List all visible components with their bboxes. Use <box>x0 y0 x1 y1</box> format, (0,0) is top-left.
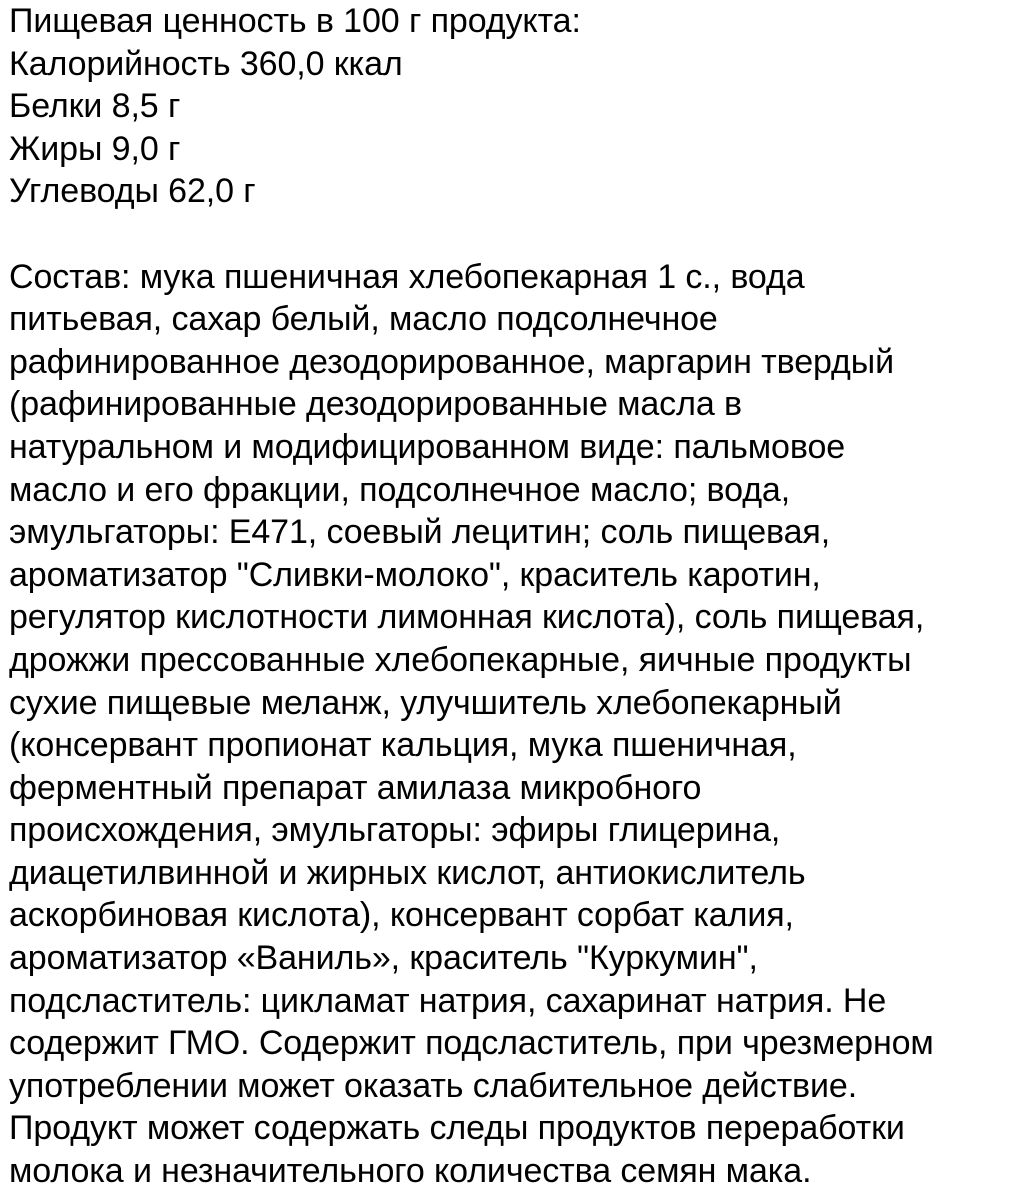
composition-line: употреблении может оказать слабительное действие. <box>9 1066 858 1105</box>
composition-line: ферментный препарат амилаза микробного <box>9 768 702 807</box>
composition-line: питьевая, сахар белый, масло подсолнечное <box>9 300 718 339</box>
nutrition-protein: Белки 8,5 г <box>9 87 181 126</box>
composition-line: дрожжи прессованные хлебопекарные, яичные продукты <box>9 640 912 679</box>
composition-line: натуральном и модифицированном виде: пальмовое <box>9 427 846 466</box>
composition-line: масло и его фракции, подсолнечное масло; вода, <box>9 470 791 509</box>
composition-line: Продукт может содержать следы продуктов переработки <box>9 1109 905 1148</box>
nutrition-carbohydrates: Углеводы 62,0 г <box>9 172 256 211</box>
composition-line: аскорбиновая кислота), консервант сорбат калия, <box>9 896 794 935</box>
composition-line: регулятор кислотности лимонная кислота), соль пищевая, <box>9 598 925 637</box>
nutrition-heading: Пищевая ценность в 100 г продукта: <box>9 2 581 40</box>
composition-line: сухие пищевые меланж, улучшитель хлебопекарный <box>9 683 842 722</box>
composition-line: эмульгаторы: Е471, соевый лецитин; соль пищевая, <box>9 513 831 552</box>
composition-line: рафинированное дезодорированное, маргарин твердый <box>9 342 895 381</box>
composition-line: подсластитель: цикламат натрия, сахаринат натрия. Не <box>9 981 887 1020</box>
composition-line: (рафинированные дезодорированные масла в <box>9 385 742 424</box>
composition-line: ароматизатор "Сливки-молоко", краситель каротин, <box>9 555 821 594</box>
section-spacer <box>9 213 1029 256</box>
composition-line: Состав: мука пшеничная хлебопекарная 1 с., вода <box>9 257 805 296</box>
composition-line: происхождения, эмульгаторы: эфиры глицерина, <box>9 811 781 850</box>
nutrition-fat: Жиры 9,0 г <box>9 129 181 168</box>
composition-line: молока и незначительного количества семян мака. <box>9 1152 812 1191</box>
nutrition-calories: Калорийность 360,0 ккал <box>9 44 403 83</box>
composition-line: (консервант пропионат кальция, мука пшеничная, <box>9 726 797 765</box>
composition-line: ароматизатор «Ваниль», краситель "Куркумин", <box>9 939 758 978</box>
product-label-text <box>9 0 1029 1193</box>
composition-line: содержит ГМО. Содержит подсластитель, при чрезмерном <box>9 1024 934 1063</box>
composition-line: диацетилвинной и жирных кислот, антиокислитель <box>9 853 806 892</box>
